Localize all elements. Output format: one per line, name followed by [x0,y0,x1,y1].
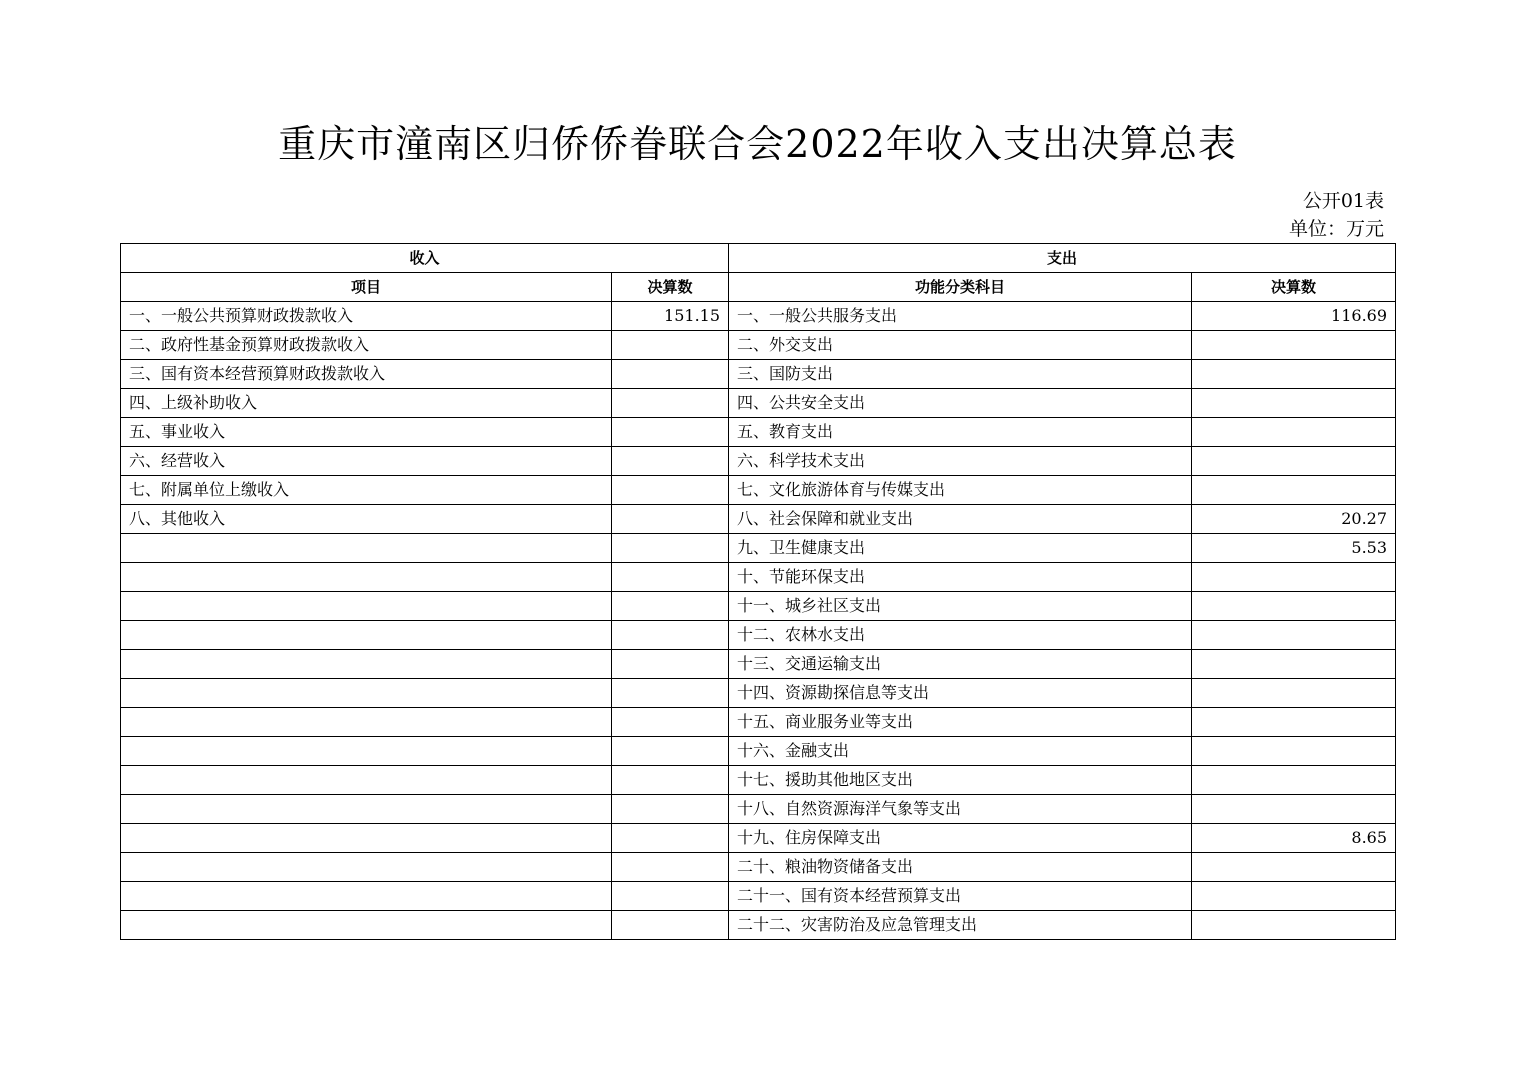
expense-item-cell: 三、国防支出 [729,360,1192,389]
expense-amount-cell [1192,853,1396,882]
table-row [121,302,1396,331]
table-row [121,824,1396,853]
expense-amount-cell: 116.69 [1192,302,1396,331]
income-item-cell [121,534,612,563]
expense-amount-cell [1192,621,1396,650]
income-item-cell [121,824,612,853]
expense-item-cell: 十六、金融支出 [729,737,1192,766]
income-amount-cell [612,737,729,766]
table-row [121,679,1396,708]
income-amount-cell [612,389,729,418]
expense-item-cell: 二十、粮油物资储备支出 [729,853,1192,882]
table-row [121,505,1396,534]
income-item-cell [121,650,612,679]
expense-item-cell: 十四、资源勘探信息等支出 [729,679,1192,708]
income-amount-header: 决算数 [612,273,729,302]
income-item-cell: 四、上级补助收入 [121,389,612,418]
income-amount-cell [612,534,729,563]
table-body [121,244,1396,940]
income-item-cell [121,766,612,795]
income-item-cell [121,882,612,911]
expense-item-cell: 二、外交支出 [729,331,1192,360]
income-item-cell [121,795,612,824]
table-row [121,418,1396,447]
expense-amount-cell [1192,563,1396,592]
expense-item-cell: 十五、商业服务业等支出 [729,708,1192,737]
table-row [121,592,1396,621]
income-amount-cell [612,853,729,882]
expense-amount-cell [1192,592,1396,621]
income-amount-cell [612,563,729,592]
expense-amount-cell [1192,331,1396,360]
expense-item-cell: 十三、交通运输支出 [729,650,1192,679]
expense-amount-cell: 20.27 [1192,505,1396,534]
expense-section-header: 支出 [729,244,1396,273]
expense-amount-cell [1192,476,1396,505]
expense-item-cell: 一、一般公共服务支出 [729,302,1192,331]
expense-item-cell: 十八、自然资源海洋气象等支出 [729,795,1192,824]
income-item-cell [121,563,612,592]
expense-amount-cell [1192,389,1396,418]
income-amount-cell [612,476,729,505]
table-row [121,476,1396,505]
table-row [121,737,1396,766]
expense-amount-cell [1192,882,1396,911]
expense-amount-cell [1192,360,1396,389]
income-amount-cell [612,824,729,853]
income-expense-table [120,243,1396,940]
table-row [121,447,1396,476]
expense-amount-header: 决算数 [1192,273,1396,302]
income-amount-cell [612,505,729,534]
income-item-cell [121,853,612,882]
income-item-cell [121,621,612,650]
expense-item-cell: 二十二、灾害防治及应急管理支出 [729,911,1192,940]
income-amount-cell [612,795,729,824]
expense-item-cell: 九、卫生健康支出 [729,534,1192,563]
income-item-cell [121,911,612,940]
table-row [121,853,1396,882]
expense-amount-cell [1192,795,1396,824]
income-amount-cell [612,911,729,940]
expense-item-cell: 四、公共安全支出 [729,389,1192,418]
expense-item-header: 功能分类科目 [729,273,1192,302]
table-row [121,331,1396,360]
table-row [121,621,1396,650]
expense-item-cell: 七、文化旅游体育与传媒支出 [729,476,1192,505]
income-item-cell: 五、事业收入 [121,418,612,447]
income-item-cell [121,708,612,737]
income-item-cell [121,592,612,621]
income-item-cell: 三、国有资本经营预算财政拨款收入 [121,360,612,389]
income-section-header: 收入 [121,244,729,273]
table-row [121,563,1396,592]
expense-amount-cell [1192,766,1396,795]
expense-amount-cell [1192,650,1396,679]
table-row [121,911,1396,940]
table-row [121,389,1396,418]
expense-amount-cell [1192,737,1396,766]
table-row [121,534,1396,563]
section-header-row [121,244,1396,273]
income-amount-cell [612,418,729,447]
expense-item-cell: 十、节能环保支出 [729,563,1192,592]
income-amount-cell: 151.15 [612,302,729,331]
table-row [121,708,1396,737]
expense-amount-cell [1192,679,1396,708]
income-item-cell [121,679,612,708]
expense-item-cell: 六、科学技术支出 [729,447,1192,476]
expense-item-cell: 十一、城乡社区支出 [729,592,1192,621]
expense-amount-cell: 5.53 [1192,534,1396,563]
table-row [121,766,1396,795]
income-amount-cell [612,650,729,679]
income-amount-cell [612,882,729,911]
income-amount-cell [612,766,729,795]
table-row [121,650,1396,679]
expense-item-cell: 五、教育支出 [729,418,1192,447]
expense-item-cell: 十二、农林水支出 [729,621,1192,650]
form-number: 公开01表 [1302,190,1384,212]
page-title: 重庆市潼南区归侨侨眷联合会2022年收入支出决算总表 [278,122,1237,166]
income-item-cell: 六、经营收入 [121,447,612,476]
table-row [121,882,1396,911]
income-item-cell [121,737,612,766]
income-item-cell: 二、政府性基金预算财政拨款收入 [121,331,612,360]
expense-amount-cell [1192,911,1396,940]
income-amount-cell [612,621,729,650]
expense-item-cell: 八、社会保障和就业支出 [729,505,1192,534]
unit-label: 单位：万元 [1288,218,1384,240]
income-amount-cell [612,708,729,737]
income-item-cell: 七、附属单位上缴收入 [121,476,612,505]
income-amount-cell [612,360,729,389]
column-header-row [121,273,1396,302]
income-amount-cell [612,592,729,621]
income-item-header: 项目 [121,273,612,302]
expense-item-cell: 十七、援助其他地区支出 [729,766,1192,795]
expense-amount-cell [1192,447,1396,476]
expense-item-cell: 二十一、国有资本经营预算支出 [729,882,1192,911]
income-amount-cell [612,679,729,708]
expense-item-cell: 十九、住房保障支出 [729,824,1192,853]
expense-amount-cell [1192,418,1396,447]
expense-amount-cell [1192,708,1396,737]
expense-amount-cell: 8.65 [1192,824,1396,853]
income-amount-cell [612,447,729,476]
income-item-cell: 八、其他收入 [121,505,612,534]
table-row [121,360,1396,389]
income-amount-cell [612,331,729,360]
table-row [121,795,1396,824]
income-item-cell: 一、一般公共预算财政拨款收入 [121,302,612,331]
